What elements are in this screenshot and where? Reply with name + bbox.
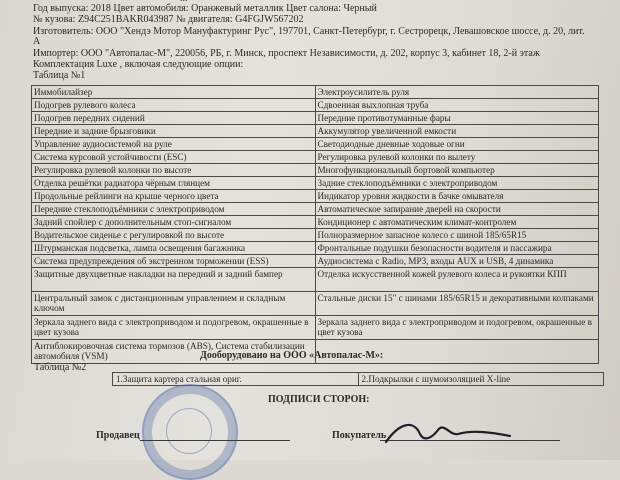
option-right-cell: Задние стеклоподъёмники с электроприводом — [315, 177, 599, 190]
option-right-cell: Автоматическое запирание дверей на скорости — [315, 203, 599, 216]
approved-heading: Дооборудовано на ООО «Автопалас-М»: — [200, 350, 384, 361]
vin-engine-line: № кузова: Z94C251BAKR043987 № двигателя: G4FGJW567202 — [33, 14, 304, 25]
option-left-cell: Зеркала заднего вида с электроприводом и подогревом, окрашенные в цвет кузова — [32, 316, 316, 340]
options-table-row — [32, 242, 599, 255]
option-right-cell: Кондиционер с автоматическим климат-контролем — [315, 216, 599, 229]
manufacturer-line-2: А — [33, 36, 41, 47]
option-left-cell: Управление аудиосистемой на руле — [32, 138, 316, 151]
company-stamp — [142, 384, 238, 480]
options-table-row — [32, 125, 599, 138]
option-left-cell: Иммобилайзер — [32, 86, 316, 99]
signatures-title: ПОДПИСИ СТОРОН: — [268, 394, 370, 405]
option-left-cell: Продольные рейлинги на крыше черного цвета — [32, 190, 316, 203]
option-right-cell: Передние противотуманные фары — [315, 112, 599, 125]
option-left-cell: Защитные двухцветные накладки на передний и задний бампер — [32, 268, 316, 292]
option-right-cell: Полноразмерное запасное колесо с шиной 185/65R15 — [315, 229, 599, 242]
option-right-cell: Фронтальные подушки безопасности водителя и пассажира — [315, 242, 599, 255]
option-right-cell: Светодиодные дневные ходовые огни — [315, 138, 599, 151]
option-left-cell: Передние и задние брызговики — [32, 125, 316, 138]
options-table-row — [32, 216, 599, 229]
option-left-cell: Система предупреждения об экстренном торможении (ESS) — [32, 255, 316, 268]
option-left-cell: Задний спойлер с дополнительным стоп-сигналом — [32, 216, 316, 229]
options-table-row — [32, 151, 599, 164]
options-table — [31, 85, 599, 364]
option-right-cell: Сдвоенная выхлопная труба — [315, 99, 599, 112]
seller-label: Продавец — [96, 430, 140, 441]
options-table-row — [32, 292, 599, 316]
table2-cell-2: 2.Подкрылки с шумоизоляцией X-line — [358, 373, 604, 386]
options-table-row — [32, 255, 599, 268]
options-table-row — [32, 190, 599, 203]
year-color-line: Год выпуска: 2018 Цвет автомобиля: Оранжевый металлик Цвет салона: Черный — [33, 3, 377, 14]
option-right-cell: Индикатор уровня жидкости в бачке омывателя — [315, 190, 599, 203]
options-table-row — [32, 86, 599, 99]
manufacturer-line: Изготовитель: ООО "Хендэ Мотор Мануфактуринг Рус", 197701, Санкт-Петербург, г. Сестрорецк, Левашовское шоссе, д. 20, лит. — [33, 26, 585, 37]
options-table-row — [32, 164, 599, 177]
option-left-cell: Система курсовой устойчивости (ESC) — [32, 151, 316, 164]
options-table-row — [32, 316, 599, 340]
trim-line: Комплектация Luxe , включая следующие опции: — [33, 59, 244, 70]
options-table-row — [32, 99, 599, 112]
options-table-row — [32, 268, 599, 292]
option-right-cell: Стальные диски 15" с шинами 185/65R15 и декоративными колпаками — [315, 292, 599, 316]
options-table-row — [32, 229, 599, 242]
option-left-cell: Подогрев передних сидений — [32, 112, 316, 125]
option-left-cell: Отделка решётки радиатора чёрным глянцем — [32, 177, 316, 190]
buyer-signature — [380, 412, 520, 452]
buyer-label: Покупатель — [332, 430, 387, 441]
options-table-row — [32, 112, 599, 125]
option-left-cell: Подогрев рулевого колеса — [32, 99, 316, 112]
option-left-cell: Штурманская подсветка, лампа освещения багажника — [32, 242, 316, 255]
options-table-row — [32, 138, 599, 151]
options-table-row — [32, 177, 599, 190]
option-left-cell: Антиблокировочная система тормозов (ABS), Система стабилизации автомобиля (VSM) — [32, 340, 316, 364]
option-right-cell: Многофункциональный бортовой компьютер — [315, 164, 599, 177]
importer-line: Импортер: ООО "Автопалас-М", 220056, РБ, г. Минск, проспект Независимости, д. 202, корпус 3, кабинет 18, 2-й этаж — [33, 48, 540, 59]
option-right-cell: Аудиосистема с Radio, MP3, входы AUX и USB, 4 динамика — [315, 255, 599, 268]
option-left-cell: Центральный замок с дистанционным управлением и складным ключом — [32, 292, 316, 316]
option-right-cell: Регулировка рулевой колонки по вылету — [315, 151, 599, 164]
option-left-cell: Водительское сиденье с регулировкой по высоте — [32, 229, 316, 242]
option-right-cell: Электроусилитель руля — [315, 86, 599, 99]
options-table-row — [32, 203, 599, 216]
seller-signature-line — [140, 440, 290, 441]
option-right-cell: Отделка искусственной кожей рулевого колеса и рукоятки КПП — [315, 268, 599, 292]
option-right-cell: Аккумулятор увеличенной емкости — [315, 125, 599, 138]
table1-caption: Таблица №1 — [33, 70, 86, 81]
table2-cell-1: 1.Защита картера стальная ориг. — [113, 373, 359, 386]
option-left-cell: Передние стеклоподъёмники с электроприводом — [32, 203, 316, 216]
option-right-cell: Зеркала заднего вида с электроприводом и подогревом, окрашенные в цвет кузова — [315, 316, 599, 340]
table2-caption: Таблица №2 — [34, 362, 87, 373]
option-left-cell: Регулировка рулевой колонки по высоте — [32, 164, 316, 177]
